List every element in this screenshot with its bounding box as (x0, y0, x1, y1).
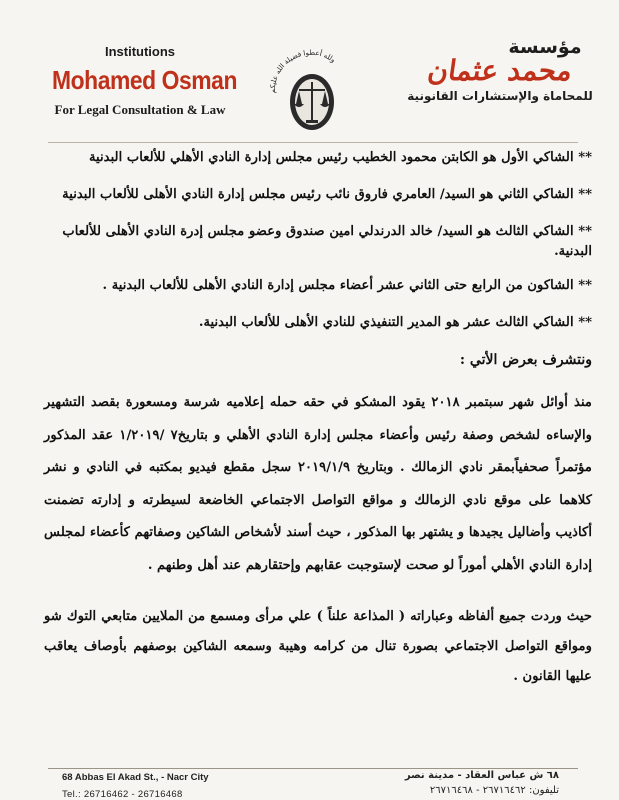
body-paragraph: حيث وردت جميع ألفاظه وعباراته ( المذاعة علناً ) علي مرأى ومسمع من الملايين متابعي التوك شو ومواقع التواصل الاجتماعي بصورة تنال من كرامه وهيبة وسمعه الشاكين بوصفهم بأوصاف يعاقب عليها القانون . (44, 609, 592, 684)
english-letterhead (40, 44, 240, 118)
seal-inscription: ولله أعطوا فضيلة الله عليكم (268, 48, 337, 94)
scales-of-justice-logo (266, 42, 356, 138)
footer-address-ar: ٦٨ ش عباس العقاد - مدينة نصر (404, 770, 559, 781)
letterhead-institution-ar: مؤسسة (508, 36, 582, 58)
letterhead-subtitle-ar: للمحاماة والإستشارات القانونية (407, 89, 593, 103)
footer-arabic (405, 770, 559, 796)
footer-telephone-ar: تليفون: ٢٦٧١٦٤٦٢ - ٢٦٧١٦٤٦٨ (429, 785, 559, 796)
arabic-letterhead (395, 36, 605, 103)
letterhead-subtitle: For Legal Consultation & Law (54, 102, 226, 117)
header-divider (48, 142, 578, 143)
body-paragraph: منذ أوائل شهر سبتمبر ٢٠١٨ يقود المشكو في حقه حمله إعلاميه شرسة ومسعورة بقصد التشهير والإساءه لشخص وصفة رئيس وأعضاء مجلس إدارة النادي الأهلي و بتاريخ٧ /١/٢٠١٩ عقد المذكور مؤتمراً صحفياًبمقر نادي الزمالك . وبتاريخ ٢٠١٩/١/٩ سجل مقطع فيديو بمكتبه في النادي و نشر كلاهما على موقع نادي الزمالك و مواقع التواصل الاجتماعي الخاضعة لسيطرته و إدارته تضمنت أكاذيب وأضاليل يجيدها و يشتهر بها المذكور ، حيث أسند لأشخاص الشاكين وصفاتهم كأعضاء لمجلس إدارة النادي الأهلي أموراً لو صحت لإستوجبت عقابهم وإحتقارهم عند أهل وطنهم . (44, 395, 592, 573)
complainant-line: ** الشاكي الثالث هو السيد/ خالد الدرندلي امين صندوق وعضو مجلس إدرة النادي الأهلى للألعاب البدنية. (62, 224, 592, 259)
complainant-line: ** الشاكي الثاني هو السيد/ العامري فاروق نائب رئيس مجلس إدارة النادي الأهلى للألعاب البدنية (62, 187, 592, 202)
footer-english (62, 772, 209, 800)
letterhead-brand-name: Mohamed Osman (52, 65, 237, 95)
footer-divider (48, 768, 578, 769)
complainant-line: ** الشاكي الأول هو الكابتن محمود الخطيب رئيس مجلس إدارة النادي الأهلي للألعاب البدنية (88, 150, 592, 165)
complainant-line: ** الشاكي الثالث عشر هو المدير التنفيذي للنادي الأهلى للألعاب البدنية. (198, 315, 592, 330)
intro-heading: ونتشرف بعرض الأتي : (459, 352, 592, 368)
letterhead-institutions: Institutions (104, 44, 176, 59)
letter-body (44, 148, 592, 712)
letterhead-brand-name-ar: محمد عثمان (425, 54, 575, 87)
footer-address: 68 Abbas El Akad St., - Nacr City (62, 772, 209, 783)
footer-telephone: Tel.: 26716462 - 26716468 (62, 789, 183, 800)
complainant-line: ** الشاكون من الرابع حتى الثاني عشر أعضاء مجلس إدارة النادي الأهلى للألعاب البدنية . (102, 278, 592, 293)
